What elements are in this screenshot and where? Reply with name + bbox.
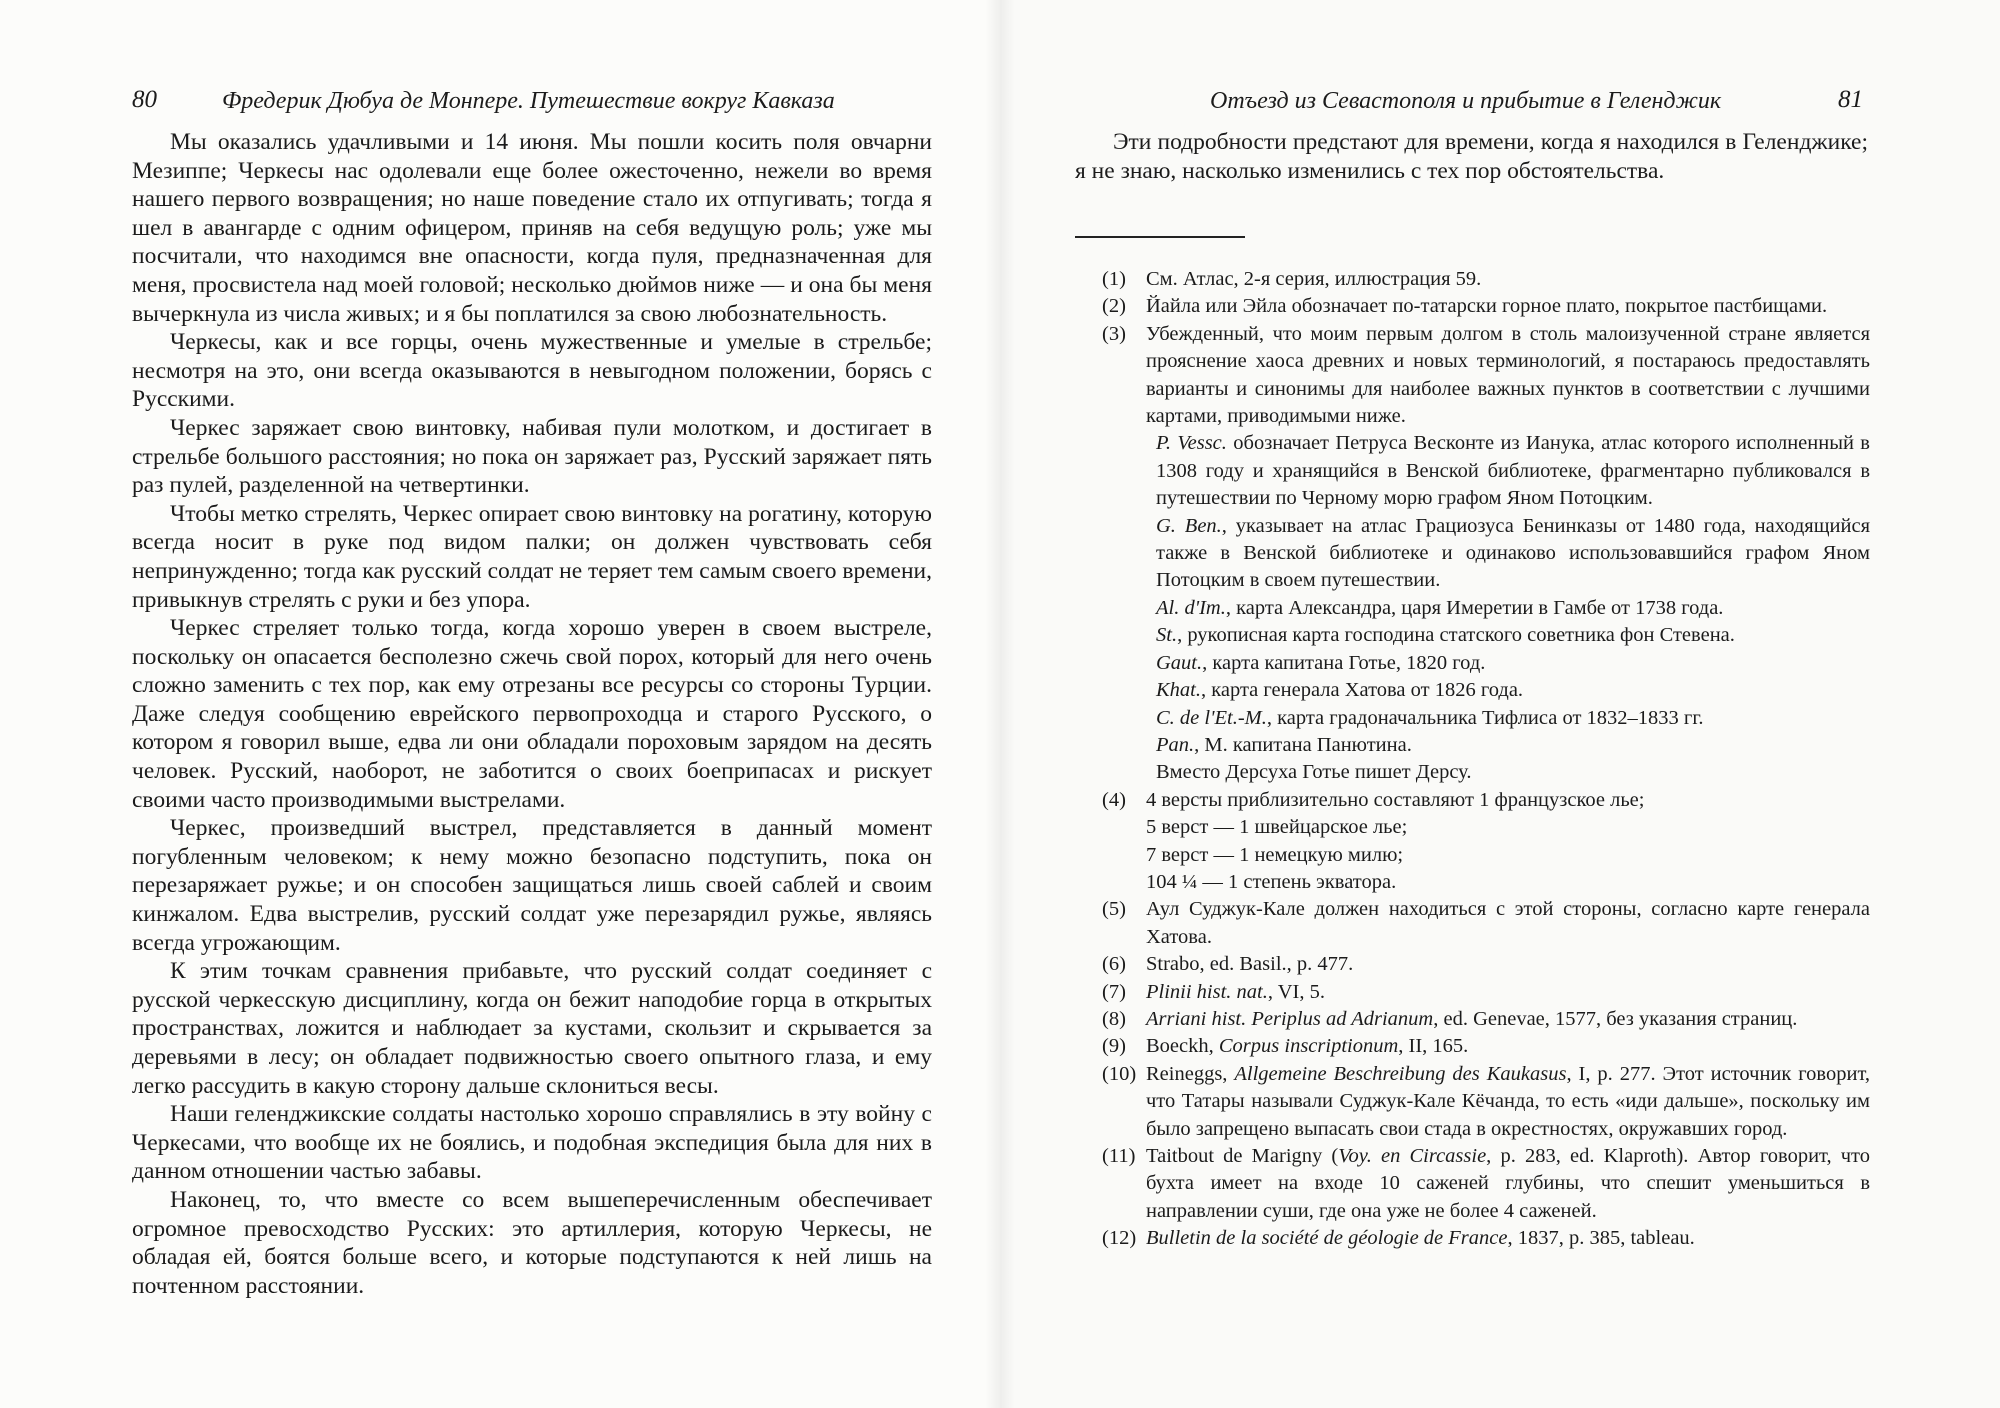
subentry-text: , рукописная карта господина статского советника фон Стевена. xyxy=(1177,624,1735,647)
right-page-number: 81 xyxy=(1838,86,1863,113)
right-intro-text xyxy=(1075,128,1868,185)
footnote xyxy=(1102,787,1870,897)
citation-title: Allgemeine Beschreibung des Kaukasus xyxy=(1234,1062,1567,1085)
footnote xyxy=(1102,1033,1870,1060)
footnote-number: (9) xyxy=(1102,1035,1126,1058)
footnote-subentry xyxy=(1146,595,1870,622)
left-body-text xyxy=(132,128,932,1300)
paragraph: Чтобы метко стрелять, Черкес опирает свою винтовку на рогатину, которую всегда носит в руке под видом палки; он должен чувствовать себя непринужденно; тогда как русский солдат не теряет тем самым своего времени, привыкнув стрелять с руки и без упора. xyxy=(132,500,932,613)
footnote xyxy=(1102,293,1870,320)
citation-title: Corpus inscriptionum xyxy=(1218,1035,1399,1058)
footnote-subentry xyxy=(1146,732,1870,759)
paragraph: Черкес стреляет только тогда, когда хорошо уверен в своем выстреле, поскольку он опасается бесполезно сжечь свой порох, который для него очень сложно заменить с тех пор, как ему отрезаны все ресурсы со стороны Турции. Даже следуя сообщению еврейского первопроходца и старого Русского, о котором я говорил выше, едва ли они обладали пороховым зарядом на десять человек. Русский, наоборот, не заботится о своих боеприпасах и рискует своими часто производимыми выстрелами. xyxy=(132,615,932,813)
footnote xyxy=(1102,1061,1870,1143)
footnote-line: 5 верст — 1 швейцарское лье; xyxy=(1146,816,1408,839)
footnote-text: См. Атлас, 2-я серия, иллюстрация 59. xyxy=(1146,268,1482,290)
subentry-text: , М. капитана Панютина. xyxy=(1194,733,1412,756)
citation-title: Arriani hist. Periplus ad Adrianum xyxy=(1146,1007,1434,1030)
paragraph: Эти подробности предстают для времени, когда я находился в Геленджике; я не знаю, насколько изменились с тех пор обстоятельства. xyxy=(1075,129,1868,184)
footnote-text: Убежденный, что моим первым долгом в столь малоизученной стране является прояснение хаоса древних и новых терминологий, я постараюсь предоставлять варианты и синонимы для наиболее важных пунктов в соответствии с лучшими картами, приводимыми ниже. xyxy=(1146,322,1870,428)
footnote-subentry: Вместо Дерсуха Готье пишет Дерсу. xyxy=(1156,761,1472,784)
footnote-text: , p. 283, ed. Klaproth). Автор говорит, что бухта имеет на входе 10 саженей глубины, что спешит уменьшиться в направлении суши, где она уже не более 4 саженей. xyxy=(1146,1145,1870,1222)
footnote-line: 7 верст — 1 немецкую милю; xyxy=(1146,843,1404,866)
footnote xyxy=(1102,1225,1870,1252)
footnote xyxy=(1102,979,1870,1006)
footnote-subentry xyxy=(1146,622,1870,649)
footnote-text: , 1837, p. 385, tableau. xyxy=(1507,1227,1695,1250)
subentry-text: , указывает на атлас Грациозуса Бенинказы от 1480 года, находящийся также в Венской библиотеке и одинаково использовавшийся графом Яном Потоцким в своем путешествии. xyxy=(1156,514,1870,592)
footnote-number: (12) xyxy=(1102,1227,1137,1250)
book-gutter xyxy=(985,0,1015,1408)
subentry-text: , карта Александра, царя Имеретии в Гамбе от 1738 года. xyxy=(1225,596,1724,619)
footnote-number: (7) xyxy=(1102,980,1126,1003)
footnote-number: (3) xyxy=(1102,322,1126,345)
footnote-divider xyxy=(1075,236,1245,238)
footnote-subentry xyxy=(1146,650,1870,677)
citation-author: Reineggs, xyxy=(1146,1062,1235,1085)
footnote-text: , I, p. 277. Этот источник говорит, что Татары называли Суджук-Кале Кёчанда, то есть «иди дальше», поскольку им было запрещено выпасать свои стада в окрестностях, окружавших город. xyxy=(1146,1062,1870,1140)
footnote-text: Йайла или Эйла обозначает по-татарски горное плато, покрытое пастбищами. xyxy=(1146,295,1828,318)
footnote xyxy=(1102,896,1870,951)
paragraph: Черкесы, как и все горцы, очень мужественные и умелые в стрельбе; несмотря на это, они всегда оказываются в невыгодном положении, борясь с Русскими. xyxy=(132,329,932,413)
citation-title: Plinii hist. nat. xyxy=(1146,980,1268,1003)
paragraph: Наши геленджикские солдаты настолько хорошо справлялись в эту войну с Черкесами, что вообще их не боялись, и подобная экспедиция была для них в данном отношении частью забавы. xyxy=(132,1101,932,1185)
abbreviation: P. Vessc. xyxy=(1156,432,1227,455)
footnote-number: (11) xyxy=(1102,1145,1136,1167)
footnote-text: , VI, 5. xyxy=(1267,980,1326,1003)
footnote-number: (1) xyxy=(1102,268,1126,290)
abbreviation: Al. d'Im. xyxy=(1156,596,1226,619)
citation-title: Voy. en Circassie xyxy=(1338,1145,1487,1167)
subentry-text: , карта капитана Готье, 1820 год. xyxy=(1202,651,1486,674)
right-running-header: Отъезд из Севастополя и прибытие в Геленджик xyxy=(1210,88,1722,114)
footnote-number: (8) xyxy=(1102,1007,1126,1030)
footnote-subentry xyxy=(1146,705,1870,732)
footnote-text: , II, 165. xyxy=(1398,1035,1469,1058)
abbreviation: Khat. xyxy=(1156,679,1201,702)
footnote-text: Аул Суджук-Кале должен находиться с этой стороны, согласно карте генерала Хатова. xyxy=(1146,898,1870,948)
subentry-text: , карта генерала Хатова от 1826 года. xyxy=(1201,679,1524,702)
footnote-text: Strabo, ed. Basil., p. 477. xyxy=(1146,953,1354,976)
left-running-header: Фредерик Дюбуа де Монпере. Путешествие вокруг Кавказа xyxy=(222,88,835,114)
footnote-subentry xyxy=(1146,430,1870,512)
footnote xyxy=(1102,1006,1870,1033)
right-page xyxy=(1000,0,2000,1408)
footnote xyxy=(1102,951,1870,978)
left-page-number: 80 xyxy=(132,86,157,113)
abbreviation: Pan. xyxy=(1156,733,1195,756)
paragraph: Черкес заряжает свою винтовку, набивая пули молотком, и достигает в стрельбе большого расстояния; но пока он заряжает раз, Русский заряжает пять раз пулей, разделенной на четвертинки. xyxy=(132,414,932,499)
footnote-line: 4 версты приблизительно составляют 1 французское лье; xyxy=(1146,788,1645,811)
footnote xyxy=(1102,321,1870,787)
paragraph: Черкес, произведший выстрел, представляется в данный момент погубленным человеком; к нему можно безопасно подступить, пока он перезаряжает ружье; и он способен защищаться лишь своей саблей и своим кинжалом. Едва выстрелив, русский солдат уже перезарядил ружье, являясь всегда угрожающим. xyxy=(132,815,932,956)
footnote-line: 104 ¼ — 1 степень экватора. xyxy=(1146,870,1397,893)
subentry-text: обозначает Петруса Весконте из Ианука, атлас которого исполненный в 1308 году и хранящийся в Венской библиотеке, фрагментарно публиковался в путешествии по Черному морю графом Яном Потоцким. xyxy=(1156,432,1870,510)
footnote-subentry xyxy=(1146,677,1870,704)
citation-author: Taitbout de Marigny ( xyxy=(1146,1145,1339,1167)
footnote-number: (10) xyxy=(1102,1062,1137,1085)
citation-author: Boeckh, xyxy=(1146,1035,1219,1058)
abbreviation: G. Ben. xyxy=(1156,514,1222,537)
footnote-subentry xyxy=(1146,513,1870,595)
abbreviation: Gaut. xyxy=(1156,651,1203,674)
abbreviation: C. de l'Et.-M. xyxy=(1156,706,1267,729)
footnote-number: (2) xyxy=(1102,295,1126,318)
abbreviation: St. xyxy=(1156,624,1178,647)
footnote-number: (6) xyxy=(1102,953,1126,976)
paragraph: Мы оказались удачливыми и 14 июня. Мы пошли косить поля овчарни Мезиппе; Черкесы нас одолевали еще более ожесточенно, нежели во время нашего первого возвращения; но наше поведение стало их отпугивать; тогда я шел в авангарде с одним офицером, приняв на себя ведущую роль; уже мы посчитали, что находимся вне опасности, когда пуля, предназначенная для меня, просвистела над моей головой; несколько дюймов ниже — и она бы меня вычеркнула из числа живых; и я бы поплатился за свою любознательность. xyxy=(132,129,932,327)
footnote xyxy=(1102,266,1870,293)
paragraph: Наконец, то, что вместе со всем вышеперечисленным обеспечивает огромное превосходство Русских: это артиллерия, которую Черкесы, не обладая ей, боятся больше всего, и которые подступаются к ней лишь на почтенном расстоянии. xyxy=(132,1186,932,1299)
subentry-text: , карта градоначальника Тифлиса от 1832–1833 гг. xyxy=(1266,706,1704,729)
footnote-number: (4) xyxy=(1102,788,1126,811)
paragraph: К этим точкам сравнения прибавьте, что русский солдат соединяет с русской черкесскую дисциплину, когда он бежит наподобие горца в открытых пространствах, ложится и наблюдает за кустами, скользит и скрывается за деревьями в лесу; он обладает подвижностью своего опытного глаза, и ему легко рассудить в какую сторону дальше склониться весы. xyxy=(132,958,932,1099)
footnotes xyxy=(1102,266,1870,1253)
citation-title: Bulletin de la société de géologie de France xyxy=(1146,1227,1508,1250)
footnote-number: (5) xyxy=(1102,898,1126,921)
footnote-text: , ed. Genevae, 1577, без указания страниц. xyxy=(1433,1007,1798,1030)
footnote xyxy=(1102,1143,1870,1225)
